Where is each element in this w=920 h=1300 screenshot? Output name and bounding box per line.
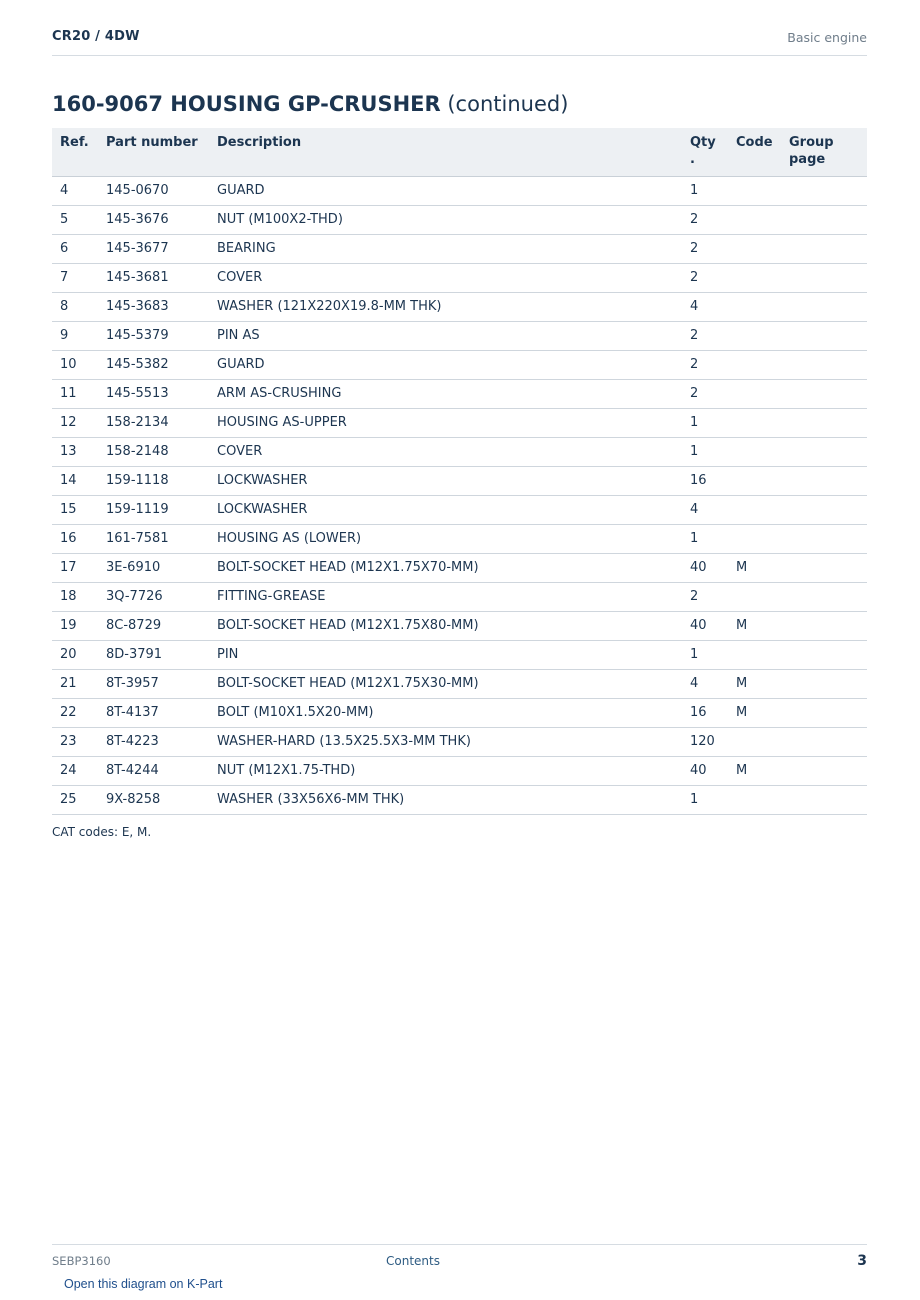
cell-group-page [781, 640, 867, 669]
cell-code [728, 437, 781, 466]
cell-ref: 19 [52, 611, 98, 640]
cell-description: BEARING [209, 234, 682, 263]
cell-code [728, 350, 781, 379]
cell-qty: 40 [682, 611, 728, 640]
cell-qty: 2 [682, 582, 728, 611]
cell-description: HOUSING AS (LOWER) [209, 524, 682, 553]
header-group-page [781, 128, 867, 176]
cell-group-page [781, 727, 867, 756]
cell-description: WASHER (33X56X6-MM THK) [209, 785, 682, 814]
cell-qty: 4 [682, 292, 728, 321]
cell-qty: 2 [682, 263, 728, 292]
cell-ref: 24 [52, 756, 98, 785]
cell-ref: 4 [52, 176, 98, 205]
cell-code [728, 466, 781, 495]
page-title-main: 160-9067 HOUSING GP-CRUSHER [52, 92, 441, 116]
header-group-page-line2: page [789, 152, 826, 167]
table-row [52, 176, 867, 205]
table-row [52, 379, 867, 408]
cell-ref: 20 [52, 640, 98, 669]
table-row [52, 785, 867, 814]
header-description: Description [209, 128, 682, 176]
cell-qty: 120 [682, 727, 728, 756]
cell-part-number: 8T-3957 [98, 669, 209, 698]
cell-description: COVER [209, 437, 682, 466]
parts-table [52, 128, 867, 815]
table-row [52, 466, 867, 495]
table-row [52, 553, 867, 582]
cell-group-page [781, 698, 867, 727]
cell-description: NUT (M12X1.75-THD) [209, 756, 682, 785]
open-diagram-kpart-link[interactable]: Open this diagram on K-Part [64, 1277, 223, 1291]
cell-description: BOLT (M10X1.5X20-MM) [209, 698, 682, 727]
cell-part-number: 145-3676 [98, 205, 209, 234]
cell-qty: 16 [682, 698, 728, 727]
cell-code [728, 524, 781, 553]
cell-group-page [781, 524, 867, 553]
cell-ref: 21 [52, 669, 98, 698]
cell-part-number: 145-3677 [98, 234, 209, 263]
cell-code: M [728, 611, 781, 640]
cell-code [728, 234, 781, 263]
cell-description: BOLT-SOCKET HEAD (M12X1.75X30-MM) [209, 669, 682, 698]
table-row [52, 234, 867, 263]
cell-qty: 2 [682, 234, 728, 263]
cell-part-number: 145-5379 [98, 321, 209, 350]
table-row [52, 756, 867, 785]
page-header [52, 28, 867, 56]
cell-group-page [781, 176, 867, 205]
cell-description: COVER [209, 263, 682, 292]
cell-code: M [728, 698, 781, 727]
page-title [52, 90, 568, 118]
cell-part-number: 8T-4223 [98, 727, 209, 756]
cell-group-page [781, 205, 867, 234]
table-row [52, 582, 867, 611]
cell-group-page [781, 437, 867, 466]
cell-ref: 8 [52, 292, 98, 321]
cell-part-number: 145-3681 [98, 263, 209, 292]
cell-group-page [781, 785, 867, 814]
cell-description: BOLT-SOCKET HEAD (M12X1.75X80-MM) [209, 611, 682, 640]
cell-group-page [781, 466, 867, 495]
cell-description: PIN AS [209, 321, 682, 350]
cell-part-number: 3E-6910 [98, 553, 209, 582]
cell-group-page [781, 263, 867, 292]
cell-code [728, 785, 781, 814]
cell-code: M [728, 669, 781, 698]
parts-table-body [52, 176, 867, 814]
cell-ref: 22 [52, 698, 98, 727]
cell-part-number: 8C-8729 [98, 611, 209, 640]
cell-description: LOCKWASHER [209, 495, 682, 524]
cell-ref: 15 [52, 495, 98, 524]
table-header-row [52, 128, 867, 176]
cell-code [728, 495, 781, 524]
cell-code: M [728, 756, 781, 785]
cell-qty: 1 [682, 640, 728, 669]
cell-ref: 7 [52, 263, 98, 292]
cell-group-page [781, 292, 867, 321]
cell-qty: 2 [682, 321, 728, 350]
table-row [52, 611, 867, 640]
cell-qty: 2 [682, 205, 728, 234]
cell-qty: 4 [682, 669, 728, 698]
document-id: SEBP3160 [52, 1254, 111, 1268]
cell-part-number: 8T-4244 [98, 756, 209, 785]
cell-ref: 10 [52, 350, 98, 379]
table-row [52, 263, 867, 292]
cell-part-number: 159-1118 [98, 466, 209, 495]
cell-description: HOUSING AS-UPPER [209, 408, 682, 437]
table-row [52, 669, 867, 698]
cell-ref: 13 [52, 437, 98, 466]
cell-qty: 40 [682, 756, 728, 785]
cell-code [728, 640, 781, 669]
cell-description: NUT (M100X2-THD) [209, 205, 682, 234]
cell-qty: 1 [682, 437, 728, 466]
cell-part-number: 8D-3791 [98, 640, 209, 669]
cell-ref: 12 [52, 408, 98, 437]
table-row [52, 727, 867, 756]
cell-code [728, 205, 781, 234]
cell-qty: 2 [682, 350, 728, 379]
cell-part-number: 9X-8258 [98, 785, 209, 814]
cell-code [728, 582, 781, 611]
cell-group-page [781, 756, 867, 785]
table-row [52, 292, 867, 321]
cell-part-number: 145-5382 [98, 350, 209, 379]
cell-ref: 5 [52, 205, 98, 234]
header-part-number: Part number [98, 128, 209, 176]
table-row [52, 321, 867, 350]
cell-ref: 16 [52, 524, 98, 553]
cell-ref: 6 [52, 234, 98, 263]
cell-group-page [781, 350, 867, 379]
table-row [52, 495, 867, 524]
cell-description: LOCKWASHER [209, 466, 682, 495]
breadcrumb: CR20 / 4DW [52, 29, 140, 44]
cell-part-number: 3Q-7726 [98, 582, 209, 611]
section-name: Basic engine [787, 30, 867, 45]
table-row [52, 640, 867, 669]
page-title-suffix: (continued) [440, 92, 569, 116]
header-ref: Ref. [52, 128, 98, 176]
table-row [52, 698, 867, 727]
page-number: 3 [857, 1253, 867, 1269]
cat-codes-note: CAT codes: E, M. [52, 825, 152, 839]
cell-code [728, 176, 781, 205]
header-qty [682, 128, 728, 176]
table-row [52, 437, 867, 466]
cell-description: WASHER-HARD (13.5X25.5X3-MM THK) [209, 727, 682, 756]
cell-description: WASHER (121X220X19.8-MM THK) [209, 292, 682, 321]
header-qty-line1: Qty [690, 135, 716, 150]
cell-qty: 40 [682, 553, 728, 582]
cell-code [728, 408, 781, 437]
cell-group-page [781, 408, 867, 437]
cell-ref: 14 [52, 466, 98, 495]
cell-description: GUARD [209, 350, 682, 379]
cell-code: M [728, 553, 781, 582]
cell-code [728, 727, 781, 756]
cell-group-page [781, 234, 867, 263]
cell-description: ARM AS-CRUSHING [209, 379, 682, 408]
cell-code [728, 321, 781, 350]
cell-description: BOLT-SOCKET HEAD (M12X1.75X70-MM) [209, 553, 682, 582]
table-row [52, 350, 867, 379]
contents-link[interactable]: Contents [386, 1254, 440, 1268]
cell-code [728, 379, 781, 408]
cell-part-number: 8T-4137 [98, 698, 209, 727]
header-group-page-line1: Group [789, 135, 834, 150]
cell-part-number: 145-0670 [98, 176, 209, 205]
cell-part-number: 158-2134 [98, 408, 209, 437]
table-row [52, 408, 867, 437]
cell-group-page [781, 495, 867, 524]
cell-description: PIN [209, 640, 682, 669]
cell-ref: 17 [52, 553, 98, 582]
cell-description: FITTING-GREASE [209, 582, 682, 611]
cell-qty: 2 [682, 379, 728, 408]
cell-code [728, 292, 781, 321]
cell-part-number: 145-3683 [98, 292, 209, 321]
cell-qty: 16 [682, 466, 728, 495]
cell-code [728, 263, 781, 292]
cell-part-number: 159-1119 [98, 495, 209, 524]
cell-qty: 1 [682, 524, 728, 553]
cell-part-number: 145-5513 [98, 379, 209, 408]
cell-qty: 1 [682, 785, 728, 814]
header-code: Code [728, 128, 781, 176]
cell-ref: 18 [52, 582, 98, 611]
cell-group-page [781, 379, 867, 408]
cell-part-number: 161-7581 [98, 524, 209, 553]
page-footer [52, 1244, 867, 1275]
cell-qty: 1 [682, 176, 728, 205]
cell-qty: 1 [682, 408, 728, 437]
table-row [52, 524, 867, 553]
cell-group-page [781, 669, 867, 698]
cell-ref: 23 [52, 727, 98, 756]
cell-description: GUARD [209, 176, 682, 205]
cell-ref: 11 [52, 379, 98, 408]
cell-ref: 9 [52, 321, 98, 350]
cell-qty: 4 [682, 495, 728, 524]
cell-group-page [781, 582, 867, 611]
cell-ref: 25 [52, 785, 98, 814]
cell-group-page [781, 321, 867, 350]
table-row [52, 205, 867, 234]
cell-group-page [781, 553, 867, 582]
cell-group-page [781, 611, 867, 640]
cell-part-number: 158-2148 [98, 437, 209, 466]
header-qty-line2: . [690, 152, 695, 167]
